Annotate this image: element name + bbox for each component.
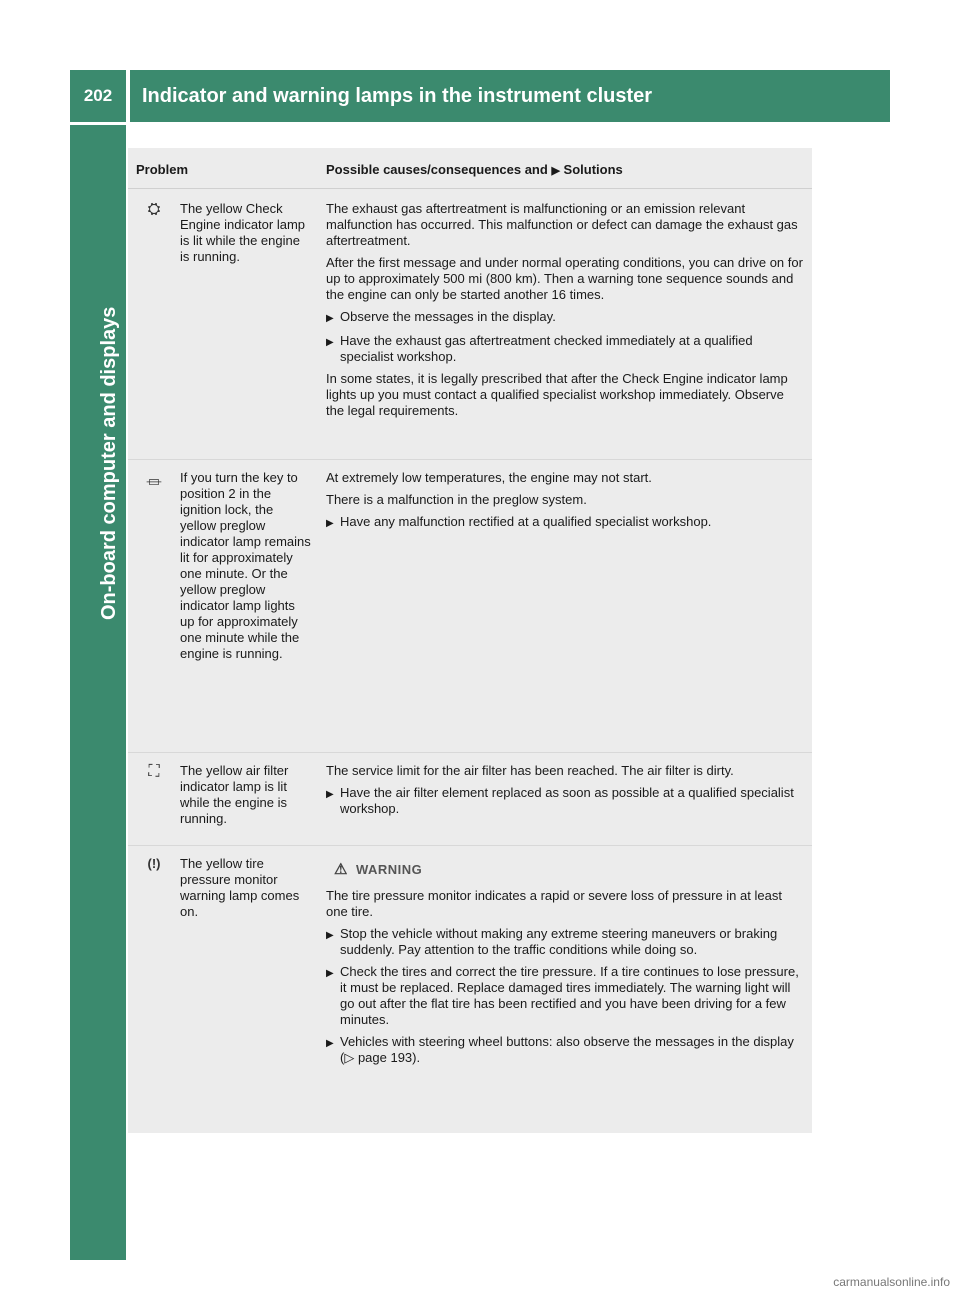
bullet-arrow-icon: ▶ (326, 337, 334, 348)
problem-text: If you turn the key to position 2 in the ignition lock, the yellow preglow indicator lamp remains lit for approximately one minute. Or the yellow preglow indicator lamp lights up for approximately one minute while the engine is running. (180, 470, 311, 661)
table-row (128, 189, 812, 460)
table-row (128, 460, 812, 753)
column-header-problem: Problem (136, 162, 189, 177)
preglow-icon: ⏛ (145, 475, 162, 492)
solution-paragraph: In some states, it is legally prescribed that after the Check Engine indicator lamp lights up you must contact a qualified specialist workshop immediately. Observe the legal requirements. (326, 371, 788, 418)
column-header-solutions-text: Possible causes/consequences and (326, 162, 548, 177)
list-item (326, 514, 804, 532)
air-filter-icon: ⛶ (148, 763, 160, 780)
problem-text: The yellow tire pressure monitor warning lamp comes on. (180, 856, 300, 919)
problem-text: The yellow air filter indicator lamp is lit while the engine is running. (180, 763, 289, 826)
column-header-solutions (326, 162, 623, 177)
list-item (326, 964, 804, 1028)
bullet-arrow-icon: ▶ (326, 518, 334, 529)
column-header-solutions-tail: Solutions (563, 162, 623, 177)
solution-paragraph: There is a malfunction in the preglow system. (326, 492, 587, 507)
warning-label: WARNING (355, 862, 423, 877)
table-header (128, 148, 812, 189)
list-item-text: Have the air filter element replaced as soon as possible at a qualified specialist workshop. (340, 785, 794, 816)
list-item-text: Stop the vehicle without making any extreme steering maneuvers or braking suddenly. Pay attention to the traffic conditions while doing so. (340, 926, 778, 957)
table-row (128, 753, 812, 846)
list-item-text: Vehicles with steering wheel buttons: also observe the messages in the display (▷ page 193). (340, 1034, 794, 1065)
table-row (128, 846, 812, 1132)
list-item-text: Have any malfunction rectified at a qualified specialist workshop. (340, 514, 712, 529)
solution-cell (326, 470, 804, 538)
bullet-arrow-icon: ▶ (326, 313, 334, 324)
arrow-icon: ▶ (551, 165, 560, 177)
solution-paragraph: After the first message and under normal operating conditions, you can drive on for up to approximately 500 mi (800 km). Then a warning tone sequence sounds and the engine can only be started another 16 times. (326, 255, 803, 302)
bullet-arrow-icon: ▶ (326, 968, 334, 979)
list-item (326, 333, 804, 365)
list-item (326, 1034, 804, 1066)
list-item-text: Check the tires and correct the tire pressure. If a tire continues to lose pressure, it must be replaced. Replace damaged tires immediately. The warning light will go out after the flat tire has been rectified and you have been driving for a few minutes. (340, 964, 799, 1027)
list-item (326, 926, 804, 958)
watermark-footer: carmanualsonline.info (833, 1275, 950, 1289)
chapter-label: On-board computer and displays (98, 306, 120, 620)
solution-cell (326, 763, 804, 823)
list-item-text: Have the exhaust gas aftertreatment checked immediately at a qualified specialist workshop. (340, 333, 753, 364)
bullet-arrow-icon: ▶ (326, 789, 334, 800)
engine-icon: ⛭ (147, 201, 161, 218)
solution-paragraph: The exhaust gas aftertreatment is malfunctioning or an emission relevant malfunction has occurred. This malfunction or defect can damage the exhaust gas aftertreatment. (326, 201, 798, 248)
bullet-arrow-icon: ▶ (326, 1038, 334, 1049)
list-item-text: Observe the messages in the display. (340, 309, 556, 324)
bullet-arrow-icon: ▶ (326, 930, 334, 941)
indicator-table (128, 148, 812, 1133)
page-number: 202 (70, 70, 126, 122)
solution-cell (326, 201, 804, 425)
list-item (326, 785, 804, 817)
page-title: Indicator and warning lamps in the instrument cluster (130, 70, 890, 122)
solution-paragraph: The service limit for the air filter has been reached. The air filter is dirty. (326, 763, 734, 778)
solution-cell (326, 856, 804, 1072)
problem-text: The yellow Check Engine indicator lamp is lit while the engine is running. (180, 201, 306, 264)
warning-heading (334, 862, 804, 878)
list-item (326, 309, 804, 327)
solution-paragraph: The tire pressure monitor indicates a rapid or severe loss of pressure in at least one tire. (326, 888, 782, 919)
solution-paragraph: At extremely low temperatures, the engine may not start. (326, 470, 652, 485)
warning-triangle-icon: ⚠ (334, 861, 348, 878)
chapter-tab (70, 125, 126, 1260)
tire-pressure-icon: (!) (147, 856, 161, 871)
